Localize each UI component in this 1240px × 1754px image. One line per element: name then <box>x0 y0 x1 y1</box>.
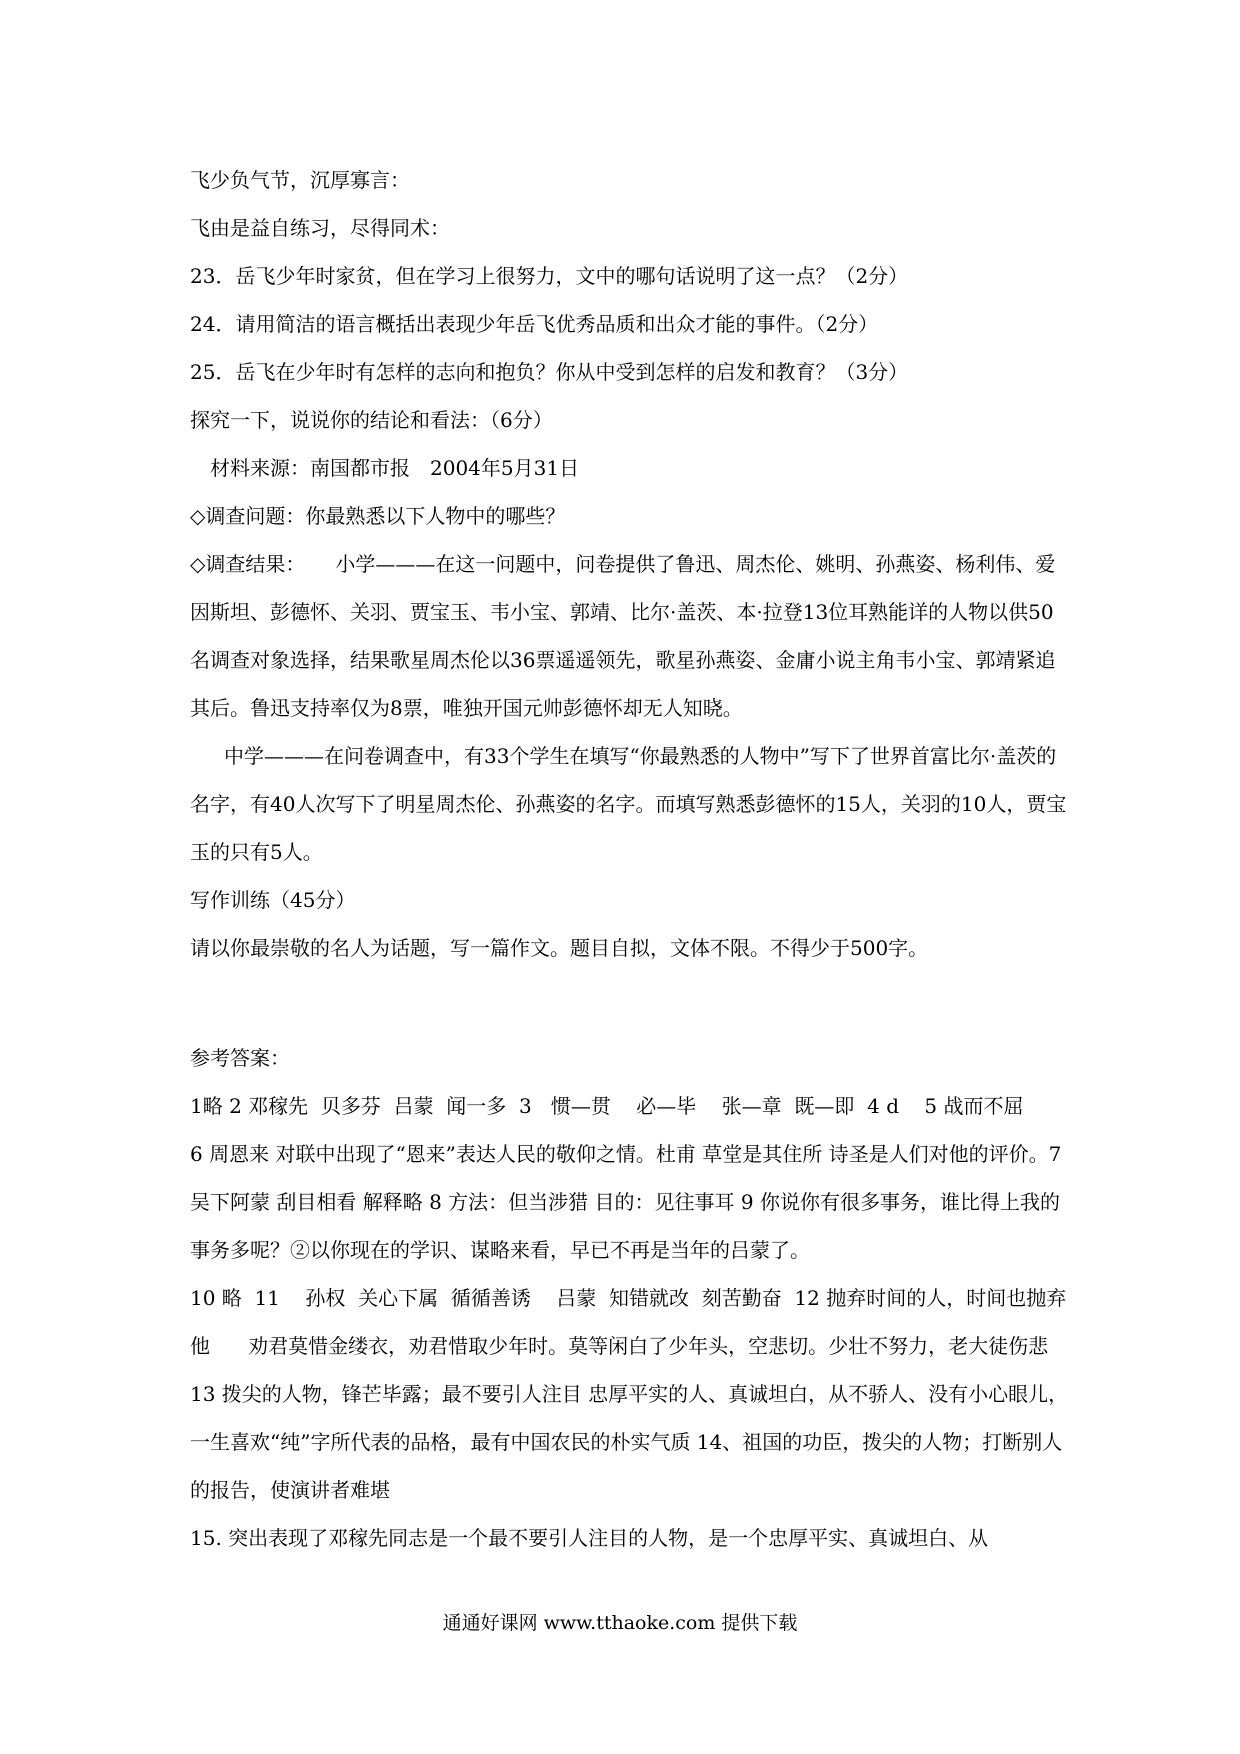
question-23: 23．岳飞少年时家贫，但在学习上很努力，文中的哪句话说明了这一点？（2分） <box>190 264 909 288</box>
text-line: 飞由是益自练习，尽得同术： <box>190 216 450 240</box>
answer-line: 1略 2 邓稼先 贝多芬 吕蒙 闻一多 3 惯—贯 必—毕 张—章 既—即 4 d 5 战而不屈 <box>190 1094 1024 1118</box>
survey-question: ◇调查问题：你最熟悉以下人物中的哪些？ <box>190 504 566 528</box>
question-25: 25．岳飞在少年时有怎样的志向和抱负？你从中受到怎样的启发和教育？（3分） <box>190 360 909 384</box>
answer-line: 15. 突出表现了邓稼先同志是一个最不要引人注目的人物，是一个忠厚平实、真诚坦白、从 <box>190 1526 989 1550</box>
explore-heading: 探究一下，说说你的结论和看法：（6分） <box>190 408 553 432</box>
writing-task: 请以你最崇敬的名人为话题，写一篇作文。题目自拟，文体不限。不得少于500字。 <box>190 936 929 960</box>
answer-block: 13 拨尖的人物，锋芒毕露；最不要引人注目 忠厚平实的人、真诚坦白，从不骄人、没有小心眼儿，一生喜欢“纯”字所代表的品格，最有中国农民的朴实气质 14、祖国的功臣，拨尖的人物；打断别人的报告，使演讲者难堪 <box>190 1382 1069 1502</box>
question-24: 24．请用简洁的语言概括出表现少年岳飞优秀品质和出众才能的事件。（2分） <box>190 312 879 336</box>
spacer <box>190 972 1070 1034</box>
answer-block: 6 周恩来 对联中出现了“恩来”表达人民的敬仰之情。杜甫 草堂是其住所 诗圣是人们对他的评价。7 吴下阿蒙 刮目相看 解释略 8 方法：但当涉猎 目的：见往事耳 9 你说你有很多事务，谁比得上我的事务多呢？②以你现在的学识、谋略来看，早已不再是当年的吕蒙了。 <box>190 1142 1062 1262</box>
survey-result-primary: ◇调查结果： 小学———在这一问题中，问卷提供了鲁迅、周杰伦、姚明、孙燕姿、杨利伟、爱因斯坦、彭德怀、关羽、贾宝玉、韦小宝、郭靖、比尔·盖茨、本·拉登13位耳熟能详的人物以供50名调查对象选择，结果歌星周杰伦以36票遥遥领先，歌星孙燕姿、金庸小说主角韦小宝、郭靖紧追其后。鲁迅支持率仅为8票，唯独开国元帅彭德怀却无人知晓。 <box>190 552 1056 720</box>
page-content <box>190 156 1070 1562</box>
answer-block: 10 略 11 孙权 关心下属 循循善诱 吕蒙 知错就改 刻苦勤奋 12 抛弃时间的人，时间也抛弃他 劝君莫惜金缕衣，劝君惜取少年时。莫等闲白了少年头，空悲切。少壮不努力，老大徒伤悲 <box>190 1286 1067 1358</box>
page-footer: 通通好课网 www.tthaoke.com 提供下载 <box>442 1612 798 1634</box>
material-source: 材料来源：南国都市报 2004年5月31日 <box>210 456 580 480</box>
survey-result-middle: 中学———在问卷调查中，有33个学生在填写“你最熟悉的人物中”写下了世界首富比尔·盖茨的名字，有40人次写下了明星周杰伦、孙燕姿的名字。而填写熟悉彭德怀的15人，关羽的10人，贾宝玉的只有5人。 <box>190 744 1067 864</box>
writing-heading: 写作训练（45分） <box>190 888 356 912</box>
answers-title: 参考答案： <box>190 1046 290 1070</box>
text-line: 飞少负气节，沉厚寡言： <box>190 168 410 192</box>
